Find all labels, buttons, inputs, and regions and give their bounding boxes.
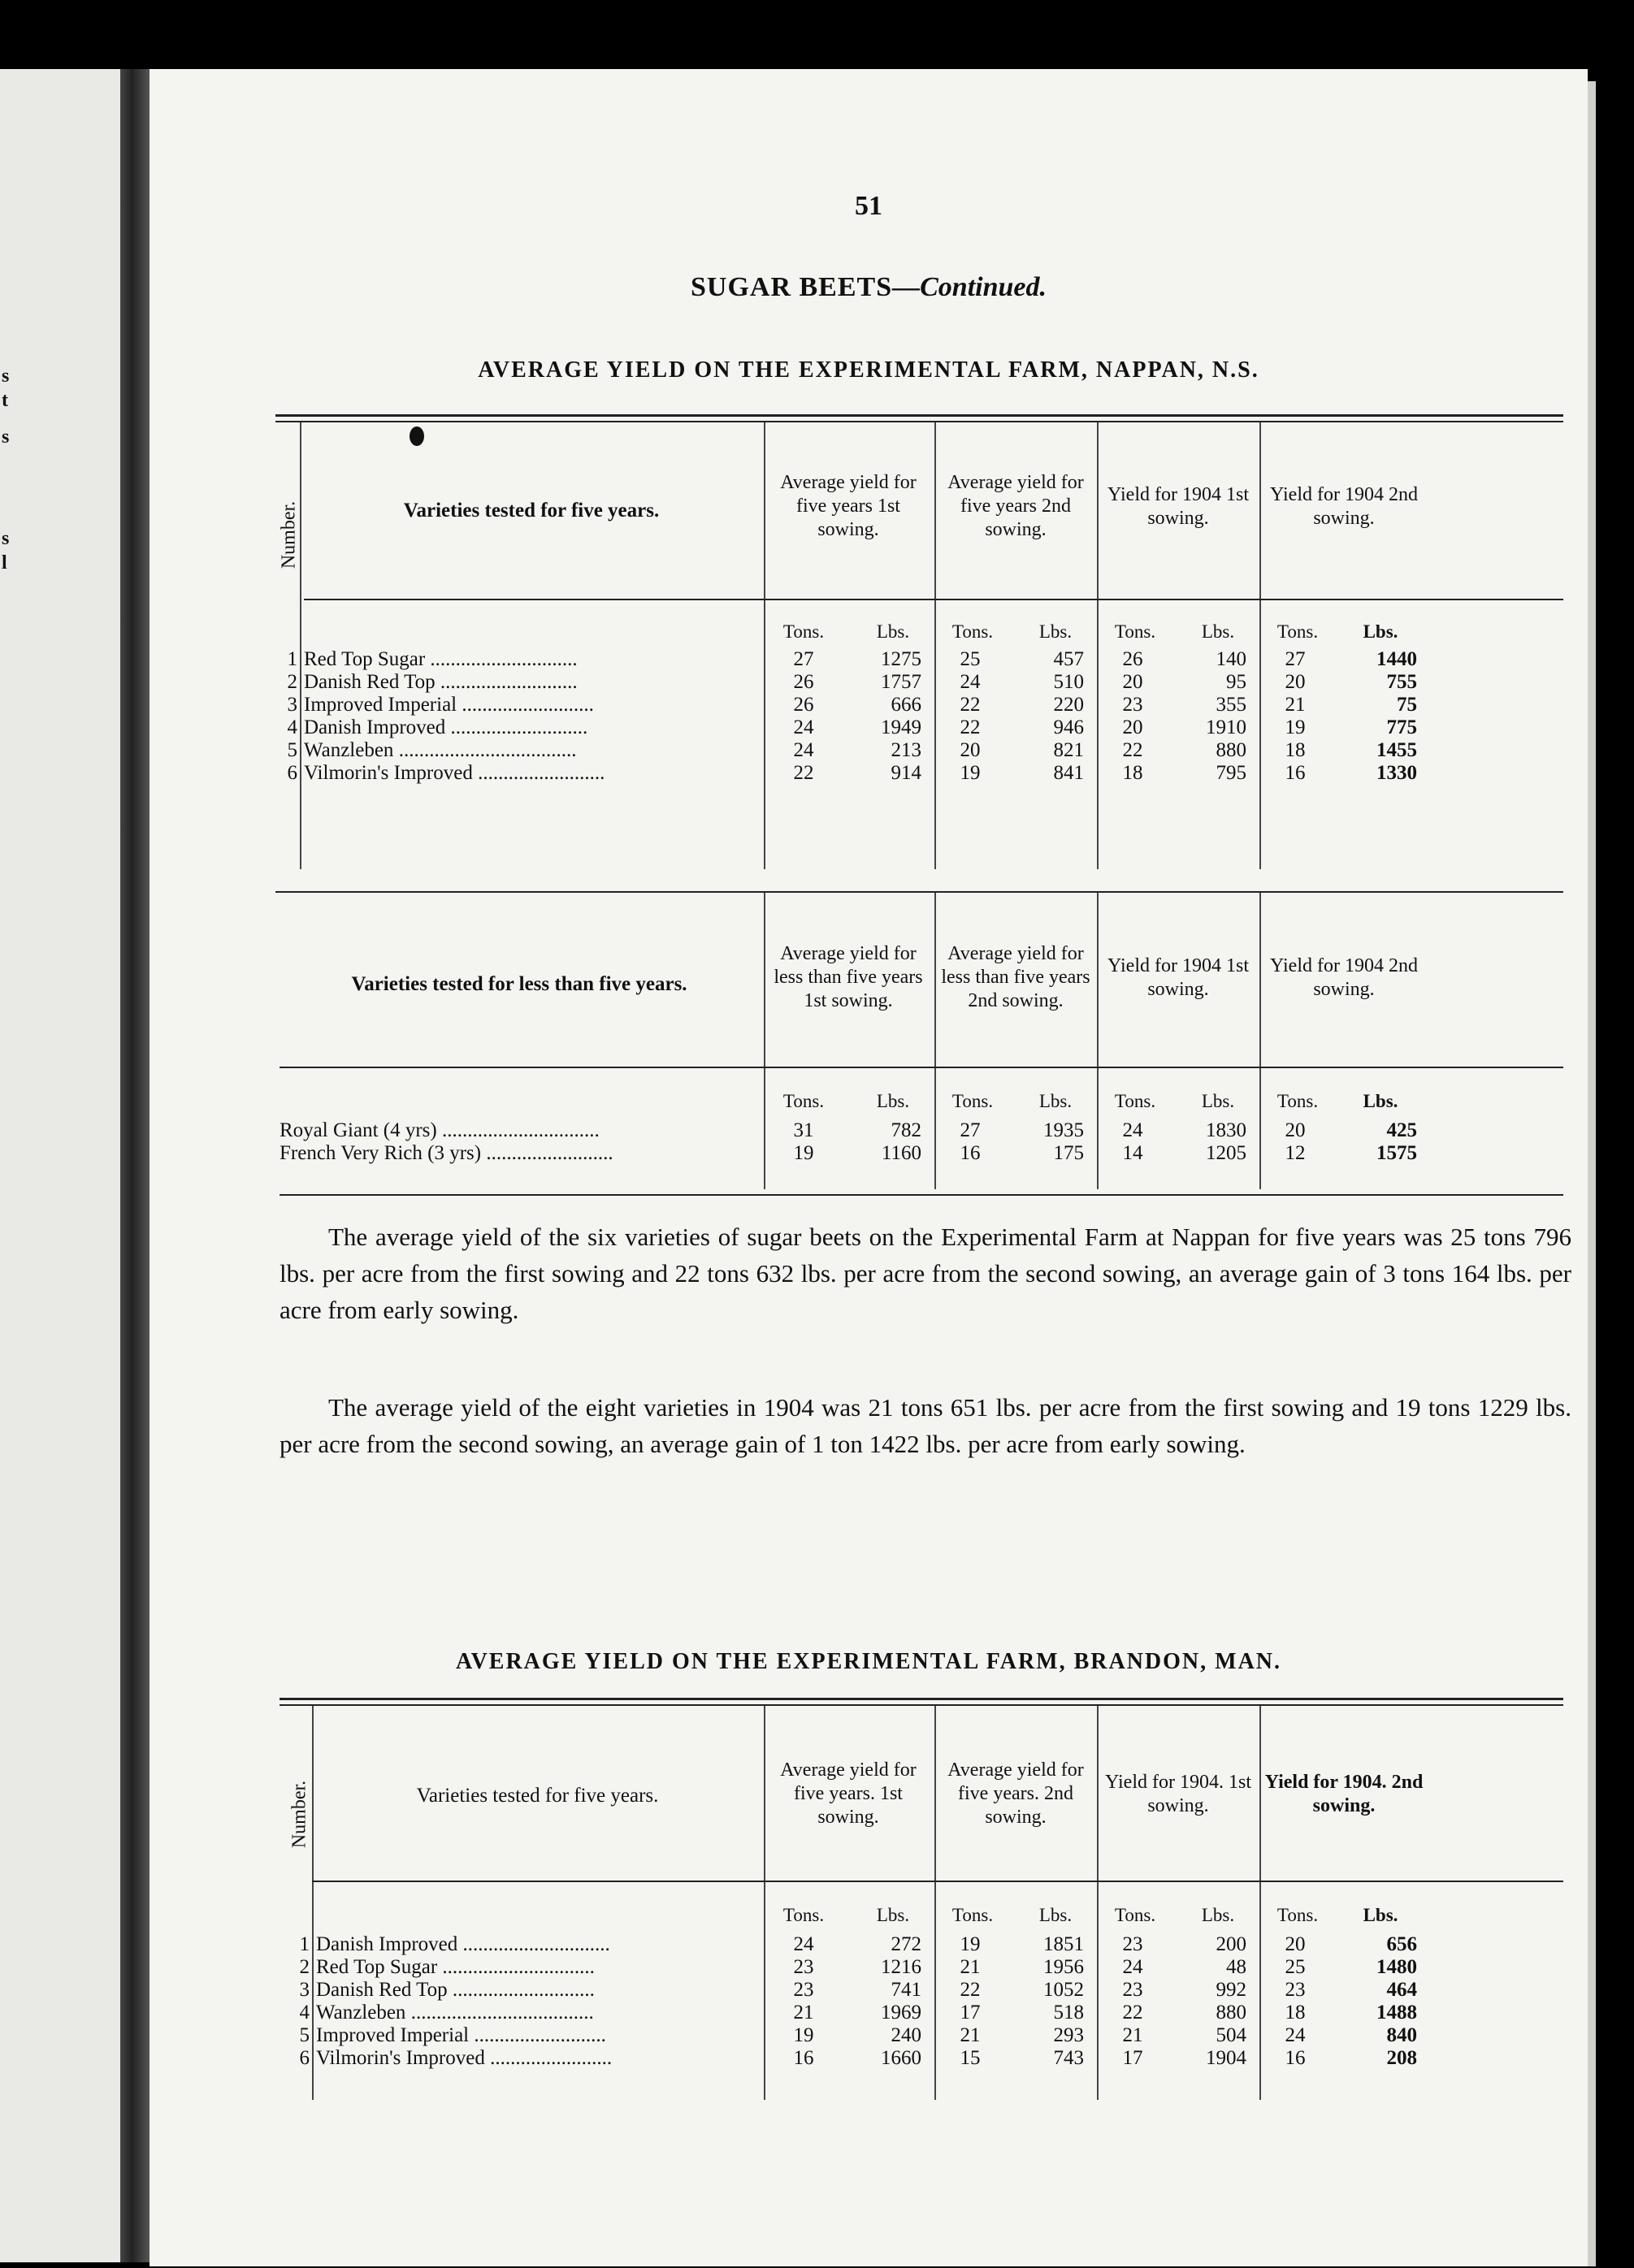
unit-label: Lbs. xyxy=(1363,1091,1398,1111)
unit-label: Lbs. xyxy=(876,621,910,642)
col-header-avg-less-1st: Average yield for less than five years 1st sowing. xyxy=(774,943,923,1011)
unit-label: Tons. xyxy=(951,1091,994,1111)
facing-page-fragment xyxy=(0,69,120,2262)
table-row: French Very Rich (3 yrs) ......................... 19 1160 16 175 14 1205 12 1575 xyxy=(280,1142,1417,1164)
table-row: 3 Danish Red Top ............................ 23 741 22 1052 23 992 23 464 xyxy=(299,1979,1417,2001)
col-header-1904-2nd: Yield for 1904. 2nd sowing. xyxy=(1264,1772,1424,1816)
unit-label: Tons. xyxy=(1276,1091,1319,1111)
margin-glyph: s xyxy=(2,426,10,448)
col-header-1904-1st: Yield for 1904 1st sowing. xyxy=(1107,955,1249,1000)
running-head-main: SUGAR BEETS xyxy=(690,272,893,302)
number-column-header: Number. xyxy=(278,500,300,569)
table-row: 2 Red Top Sugar .............................. 23 1216 21 1956 24 48 25 1480 xyxy=(299,1956,1417,1978)
table-row: 4 Wanzleben .................................... 21 1969 17 518 22 880 18 1488 xyxy=(299,2002,1417,2023)
running-head-sep: — xyxy=(892,272,921,302)
unit-label: Lbs. xyxy=(876,1091,910,1111)
page-number: 51 xyxy=(855,191,882,221)
unit-label: Tons. xyxy=(951,1905,994,1925)
col-header-avg-2nd: Average yield for five years. 2nd sowing. xyxy=(947,1759,1084,1828)
table-row: 6 Vilmorin's Improved ......................... 22 914 19 841 18 795 16 1330 xyxy=(287,762,1417,784)
varieties-less-header: Varieties tested for less than five years. xyxy=(351,973,687,995)
unit-label: Tons. xyxy=(1276,621,1319,642)
summary-paragraph: The average yield of the eight varieties in 1904 was 21 tons 651 lbs. per acre from the first sowing and 19 tons 1229 lbs. per acre from the second sowing, an average gain of 1 ton 1422 lbs. per acre from early sowing. xyxy=(280,1393,1571,1458)
table-row: 1 Danish Improved ............................. 24 272 19 1851 23 200 20 656 xyxy=(299,1933,1417,1955)
book-page xyxy=(150,69,1588,2266)
col-header-1904-2nd: Yield for 1904 2nd sowing. xyxy=(1270,484,1418,529)
page-edge xyxy=(1588,81,1596,2266)
book-spine xyxy=(120,69,150,2262)
col-header-1904-1st: Yield for 1904. 1st sowing. xyxy=(1105,1772,1251,1816)
table-row: 5 Improved Imperial .......................... 19 240 21 293 21 504 24 840 xyxy=(299,2024,1417,2046)
unit-label: Tons. xyxy=(1276,1905,1319,1925)
col-header-avg-less-2nd: Average yield for less than five years 2nd sowing. xyxy=(941,943,1090,1011)
unit-label: Lbs. xyxy=(1201,621,1235,642)
table-row: 4 Danish Improved ........................... 24 1949 22 946 20 1910 19 775 xyxy=(287,716,1417,738)
number-column-header: Number. xyxy=(288,1780,310,1849)
unit-label: Tons. xyxy=(951,621,994,642)
running-head-continued: Continued. xyxy=(920,272,1047,302)
col-header-avg-1st: Average yield for five years 1st sowing. xyxy=(780,472,917,540)
unit-label: Lbs. xyxy=(1201,1091,1235,1111)
varieties-header: Varieties tested for five years. xyxy=(416,1785,659,1807)
margin-glyph: s xyxy=(2,528,10,549)
table-row: 5 Wanzleben ................................... 24 213 20 821 22 880 18 1455 xyxy=(287,739,1417,761)
col-header-avg-1st: Average yield for five years. 1st sowing. xyxy=(780,1759,917,1828)
varieties-header: Varieties tested for five years. xyxy=(403,500,660,522)
ink-blot xyxy=(410,426,424,446)
unit-label: Lbs. xyxy=(1201,1905,1235,1925)
unit-label: Tons. xyxy=(1114,621,1156,642)
col-header-1904-1st: Yield for 1904 1st sowing. xyxy=(1107,484,1249,529)
margin-glyph: l xyxy=(2,552,7,573)
summary-paragraph: The average yield of the six varieties of sugar beets on the Experimental Farm at Nappan for five years was 25 tons 796 lbs. per acre from the first sowing and 22 tons 632 lbs. per acre from the second sowing, an average gain of 3 tons 164 lbs. per acre from early sowing. xyxy=(280,1223,1571,1324)
table-row: 3 Improved Imperial .......................... 26 666 22 220 23 355 21 75 xyxy=(287,694,1417,716)
table-row: Royal Giant (4 yrs) ............................... 31 782 27 1935 24 1830 20 425 xyxy=(280,1119,1417,1141)
unit-label: Lbs. xyxy=(1363,1905,1398,1925)
table-row: 6 Vilmorin's Improved ........................ 16 1660 15 743 17 1904 16 208 xyxy=(299,2047,1417,2069)
table-row: 2 Danish Red Top ........................... 26 1757 24 510 20 95 20 755 xyxy=(287,671,1417,693)
table-row: 1 Red Top Sugar ............................. 27 1275 25 457 26 140 27 1440 xyxy=(287,648,1417,670)
col-header-1904-2nd: Yield for 1904 2nd sowing. xyxy=(1270,955,1418,1000)
margin-glyph: s xyxy=(2,366,10,387)
unit-label: Tons. xyxy=(782,1905,825,1925)
brandon-table-title: AVERAGE YIELD ON THE EXPERIMENTAL FARM, BRANDON, MAN. xyxy=(455,1649,1282,1674)
unit-label: Lbs. xyxy=(1038,1091,1073,1111)
margin-glyph: t xyxy=(2,390,8,411)
unit-label: Tons. xyxy=(782,1091,825,1111)
unit-label: Lbs. xyxy=(876,1905,910,1925)
col-header-avg-2nd: Average yield for five years 2nd sowing. xyxy=(947,472,1084,540)
nappan-table-title: AVERAGE YIELD ON THE EXPERIMENTAL FARM, NAPPAN, N.S. xyxy=(478,357,1259,383)
unit-label: Lbs. xyxy=(1038,621,1073,642)
unit-label: Tons. xyxy=(782,621,825,642)
unit-label: Lbs. xyxy=(1363,621,1398,642)
unit-label: Tons. xyxy=(1114,1091,1156,1111)
unit-label: Tons. xyxy=(1114,1905,1156,1925)
unit-label: Lbs. xyxy=(1038,1905,1073,1925)
running-head xyxy=(150,272,1588,303)
